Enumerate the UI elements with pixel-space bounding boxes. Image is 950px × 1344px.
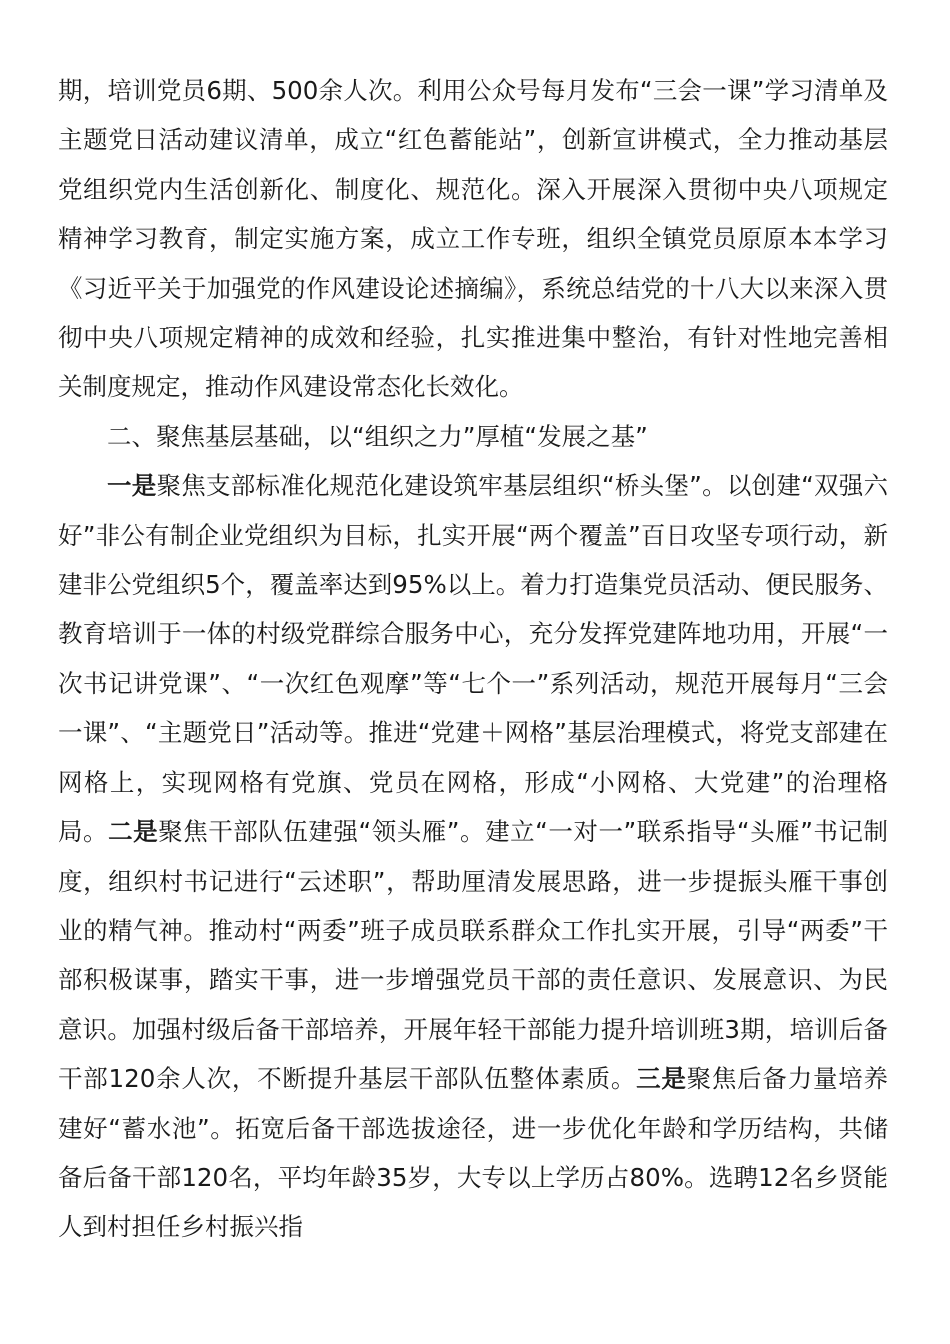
paragraph-2 — [58, 461, 888, 1252]
paragraph-1: 期，培训党员6期、500余人次。利用公众号每月发布“三会一课”学习清单及主题党日活动建议清单，成立“红色蓄能站”，创新宣讲模式，全力推动基层党组织党内生活创新化、制度化、规范化。深入开展深入贯彻中央八项规定精神学习教育，制定实施方案，成立工作专班，组织全镇党员原原本本学习《习近平关于加强党的作风建设论述摘编》，系统总结党的十八大以来深入贯彻中央八项规定精神的成效和经验，扎实推进集中整治，有针对性地完善相关制度规定，推动作风建设常态化长效化。 — [58, 76, 888, 402]
lead-3: 三是 — [636, 1064, 687, 1094]
text-2: 聚焦干部队伍建强“领头雁”。建立“一对一”联系指导“头雁”书记制度，组织村书记进行“云述职”，帮助厘清发展思路，进一步提振头雁干事创业的精气神。推动村“两委”班子成员联系群众工作扎实开展，引导“两委”干部积极谋事，踏实干事，进一步增强党员干部的责任意识、发展意识、为民意识。加强村级后备干部培养，开展年轻干部能力提升培训班3期，培训后备干部120余人次，不断提升基层干部队伍整体素质。 — [58, 817, 888, 1094]
document-page — [58, 66, 888, 1252]
text-1: 聚焦支部标准化规范化建设筑牢基层组织“桥头堡”。以创建“双强六好”非公有制企业党组织为目标，扎实开展“两个覆盖”百日攻坚专项行动，新建非公党组织5个，覆盖率达到95%以上。着力打造集党员活动、便民服务、教育培训于一体的村级党群综合服务中心，充分发挥党建阵地功用，开展“一次书记讲党课”、“一次红色观摩”等“七个一”系列活动，规范开展每月“三会一课”、“主题党日”活动等。推进“党建＋网格”基层治理模式，将党支部建在网格上，实现网格有党旗、党员在网格，形成“小网格、大党建”的治理格局。 — [58, 471, 889, 847]
section-heading-2: 二、聚焦基层基础，以“组织之力”厚植“发展之基” — [107, 421, 648, 451]
text-3: 聚焦后备力量培养建好“蓄水池”。拓宽后备干部选拔途径，进一步优化年龄和学历结构，共储备后备干部120名，平均年龄35岁，大专以上学历占80%。选聘12名乡贤能人到村担任乡村振兴指 — [58, 1064, 888, 1242]
lead-2: 二是 — [108, 817, 159, 847]
lead-1: 一是 — [107, 471, 157, 501]
